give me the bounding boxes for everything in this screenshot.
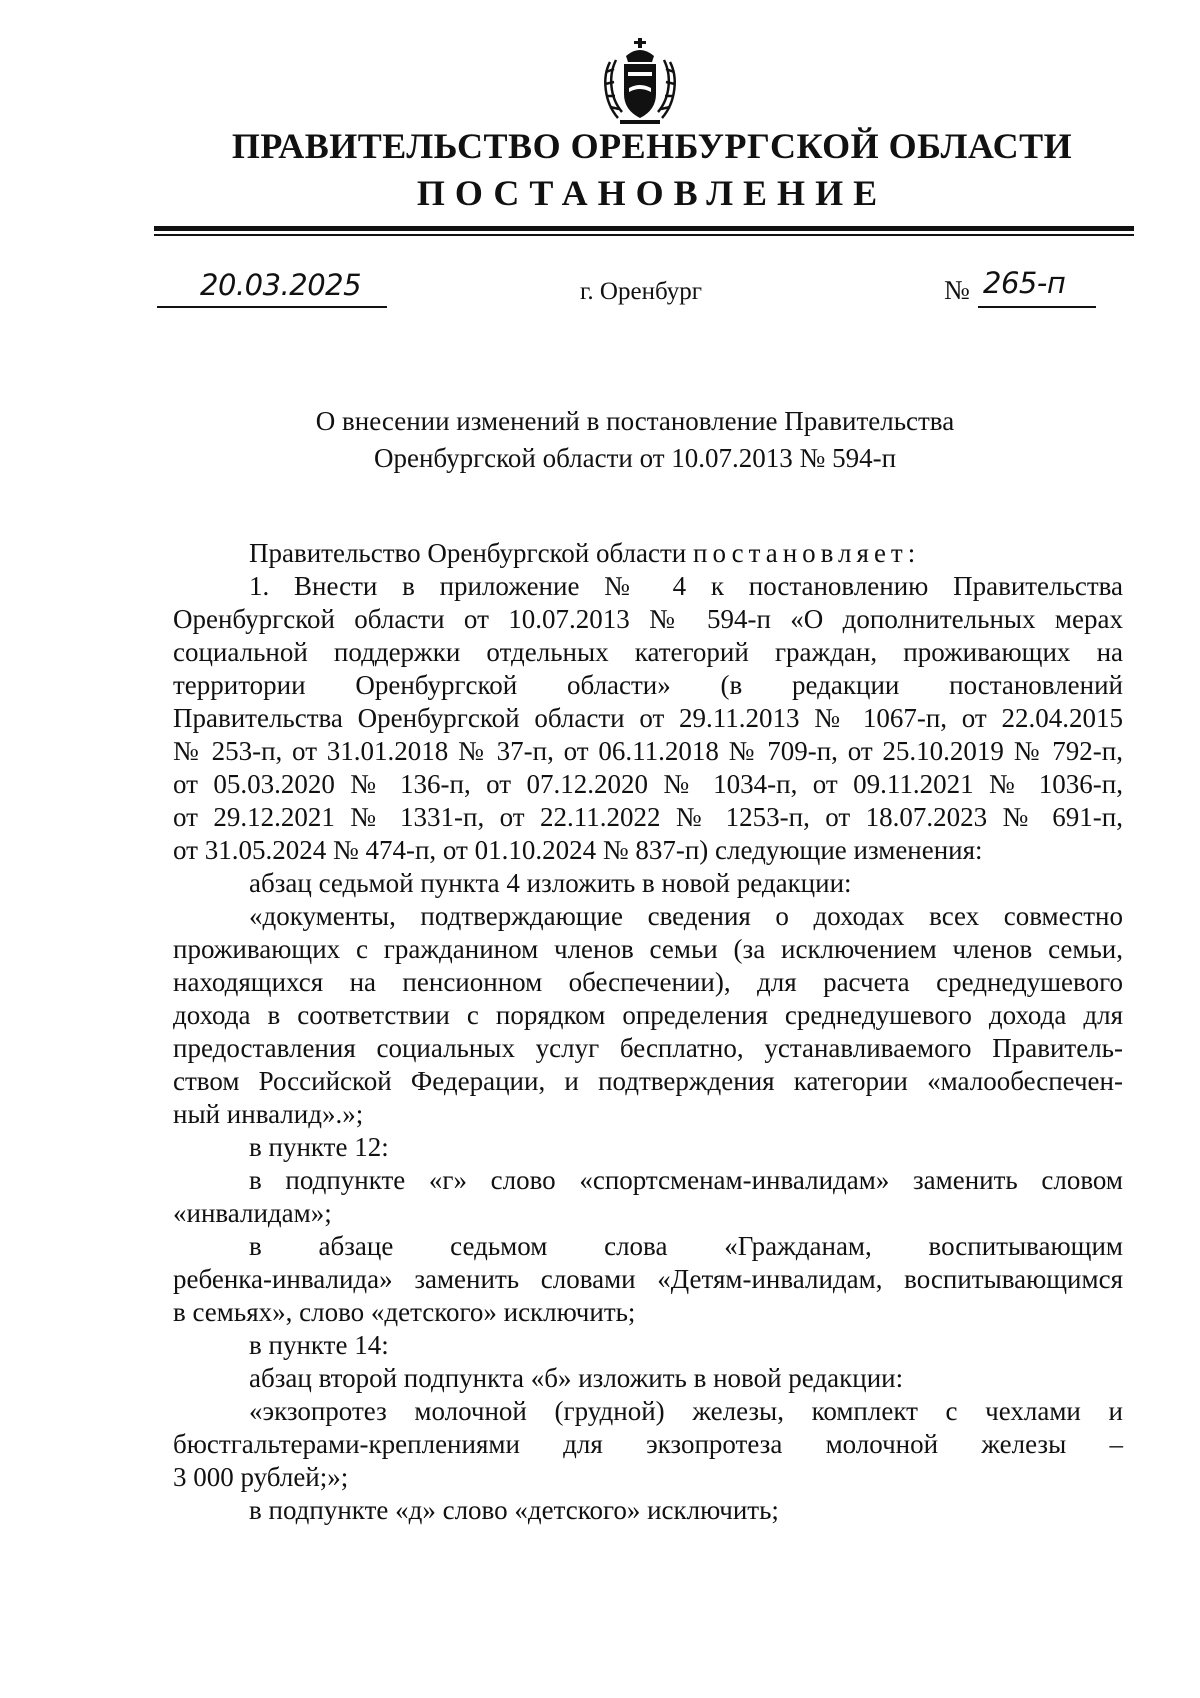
coat-of-arms-icon — [598, 32, 682, 128]
document-date: 20.03.2025 — [200, 268, 362, 302]
body-line: от 05.03.2020 № 136-п, от 07.12.2020 № 1034-п, от 09.11.2021 № 1036-п, — [173, 769, 1123, 799]
body-line: в пункте 14: — [249, 1330, 389, 1360]
body-line: Правительства Оренбургской области от 29.11.2013 № 1067-п, от 22.04.2015 — [173, 703, 1123, 733]
body-line: 3 000 рублей;»; — [173, 1462, 349, 1492]
body-line: в семьях», слово «детского» исключить; — [173, 1297, 636, 1327]
date-underline — [157, 306, 387, 308]
body-line: от 29.12.2021 № 1331-п, от 22.11.2022 № 1253-п, от 18.07.2023 № 691-п, — [173, 802, 1123, 832]
body-line: проживающих с гражданином членов семьи (за исключением членов семьи, — [173, 934, 1123, 964]
header-rule-thin — [154, 234, 1134, 236]
body-line: социальной поддержки отдельных категорий граждан, проживающих на — [173, 637, 1123, 667]
document-city: г. Оренбург — [580, 278, 702, 305]
body-line: территории Оренбургской области» (в редакции постановлений — [173, 670, 1123, 700]
government-title: ПРАВИТЕЛЬСТВО ОРЕНБУРГСКОЙ ОБЛАСТИ — [231, 126, 1073, 166]
subject-line: О внесении изменений в постановление Правительства — [315, 406, 955, 436]
body-line: в подпункте «г» слово «спортсменам-инвалидам» заменить словом — [249, 1165, 1123, 1195]
body-line: 1. Внести в приложение № 4 к постановлению Правительства — [249, 571, 1123, 601]
header-rule — [154, 226, 1134, 231]
document-type: ПОСТАНОВЛЕНИЕ — [416, 173, 888, 213]
preamble — [173, 537, 1123, 570]
body-line: в абзаце седьмом слова «Гражданам, воспитывающим — [249, 1231, 1123, 1261]
body-line: бюстгальтерами-креплениями для экзопротеза молочной железы – — [173, 1429, 1123, 1459]
document-body — [173, 537, 1123, 1527]
subject-line: Оренбургской области от 10.07.2013 № 594-п — [373, 443, 897, 473]
body-line: ством Российской Федерации, и подтверждения категории «малообеспечен- — [173, 1066, 1123, 1096]
body-line: находящихся на пенсионном обеспечении), для расчета среднедушевого — [173, 967, 1123, 997]
body-line: Оренбургской области от 10.07.2013 № 594-п «О дополнительных мерах — [173, 604, 1123, 634]
document-number: 265-п — [983, 266, 1066, 300]
body-line: «экзопротез молочной (грудной) железы, комплект с чехлами и — [249, 1396, 1123, 1426]
body-line: предоставления социальных услуг бесплатно, устанавливаемого Правитель- — [173, 1033, 1123, 1063]
body-line: абзац седьмой пункта 4 изложить в новой редакции: — [249, 868, 852, 898]
body-line: ный инвалид».»; — [173, 1099, 364, 1129]
preamble-text: Правительство Оренбургской области — [249, 538, 693, 568]
body-line: «инвалидам»; — [173, 1198, 332, 1228]
document-subject — [250, 403, 1020, 477]
body-line: ребенка-инвалида» заменить словами «Детям-инвалидам, воспитывающимся — [173, 1264, 1123, 1294]
body-line: № 253-п, от 31.01.2018 № 37-п, от 06.11.2018 № 709-п, от 25.10.2019 № 792-п, — [173, 736, 1123, 766]
body-line: абзац второй подпункта «б» изложить в новой редакции: — [249, 1363, 904, 1393]
body-line: дохода в соответствии с порядком определения среднедушевого дохода для — [173, 1000, 1123, 1030]
body-line: в пункте 12: — [249, 1132, 389, 1162]
preamble-resolves: постановляет: — [693, 538, 921, 568]
body-line: «документы, подтверждающие сведения о доходах всех совместно — [249, 901, 1123, 931]
body-line: в подпункте «д» слово «детского» исключить; — [249, 1495, 779, 1525]
number-label: № — [944, 275, 970, 305]
body-line: от 31.05.2024 № 474-п, от 01.10.2024 № 837-п) следующие изменения: — [173, 835, 983, 865]
number-underline — [978, 306, 1096, 308]
